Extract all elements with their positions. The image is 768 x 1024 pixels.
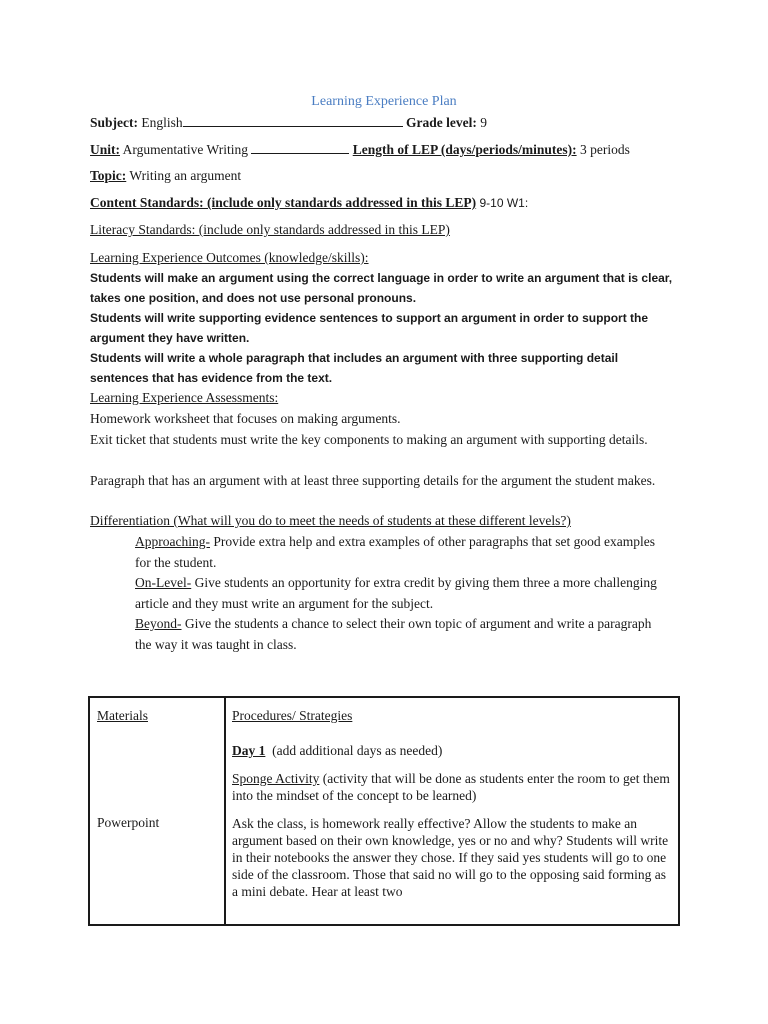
- subject-label: Subject:: [90, 115, 138, 130]
- unit-value: Argumentative Writing: [122, 142, 248, 157]
- content-standards-value: 9-10 W1:: [479, 196, 529, 210]
- procedure-text: Ask the class, is homework really effective? Allow the students to make an argument based on their own knowledge, yes or no and why? Students will write in their notebooks the answer they chose. If they said yes students will go to one side of the classroom. Those that said no will go to the opposing said forming as a mini debate. Hear at least two: [232, 816, 669, 899]
- topic-row: [90, 168, 241, 184]
- assessments-label: Learning Experience Assessments:: [90, 390, 279, 405]
- assessment-2: Exit ticket that students must write the key components to making an argument with supporting details.: [90, 432, 648, 447]
- day-label: Day 1: [232, 743, 266, 758]
- sponge-text: (activity that will be done as students enter the room to get them into the mindset of the concept to be learned): [232, 771, 670, 803]
- lep-length-value: 3 periods: [579, 142, 630, 157]
- grade-value: 9: [480, 115, 487, 130]
- day-note: (add additional days as needed): [272, 743, 443, 758]
- outcome-1: Students will make an argument using the correct language in order to write an argument that is clear, takes one position, and does not use personal pronouns.: [90, 271, 673, 305]
- sponge-label: Sponge Activity: [232, 771, 320, 786]
- lep-length-label: Length of LEP (days/periods/minutes):: [352, 142, 577, 157]
- outcomes-label: Learning Experience Outcomes (knowledge/skills):: [90, 250, 369, 265]
- beyond-item: [135, 614, 670, 655]
- literacy-standards-label: Literacy Standards: (include only standards addressed in this LEP): [90, 222, 450, 237]
- topic-value: Writing an argument: [129, 168, 242, 183]
- outcome-3: Students will write a whole paragraph that includes an argument with three supporting detail sentences that has evidence from the text.: [90, 351, 619, 385]
- assessment-3: Paragraph that has an argument with at least three supporting details for the argument the student makes.: [90, 473, 656, 488]
- onlevel-text: Give students an opportunity for extra credit by giving them three a more challenging article and they must write an argument for the subject.: [135, 575, 657, 611]
- material-item: Powerpoint: [97, 815, 160, 830]
- unit-blank-line: [251, 141, 349, 154]
- content-standards-label: Content Standards: (include only standards addressed in this LEP): [90, 195, 477, 210]
- subject-grade-row: [90, 114, 487, 131]
- topic-label: Topic:: [90, 168, 127, 183]
- day-row: [232, 742, 442, 759]
- sponge-activity: [232, 770, 670, 804]
- outcome-2: Students will write supporting evidence sentences to support an argument in order to support the argument they have written.: [90, 311, 649, 345]
- beyond-label: Beyond-: [135, 616, 182, 631]
- content-standards-row: [90, 195, 528, 211]
- onlevel-label: On-Level-: [135, 575, 192, 590]
- subject-blank-line: [183, 114, 403, 127]
- subject-value: English: [141, 115, 183, 130]
- document-title: Learning Experience Plan: [311, 94, 457, 109]
- materials-column: [89, 697, 225, 925]
- procedures-header: Procedures/ Strategies: [232, 708, 353, 723]
- unit-length-row: [90, 141, 630, 158]
- approaching-label: Approaching-: [135, 534, 210, 549]
- beyond-text: Give the students a chance to select their own topic of argument and write a paragraph the way it was taught in class.: [135, 616, 652, 652]
- approaching-text: Provide extra help and extra examples of other paragraphs that set good examples for the student.: [135, 534, 655, 570]
- assessment-1: Homework worksheet that focuses on making arguments.: [90, 411, 401, 426]
- onlevel-item: [135, 573, 670, 614]
- materials-header: Materials: [97, 708, 148, 723]
- differentiation-label: Differentiation (What will you do to meet the needs of students at these different levels?): [90, 513, 571, 528]
- unit-label: Unit:: [90, 142, 120, 157]
- procedures-column: [225, 697, 679, 925]
- materials-procedures-table: [88, 696, 680, 926]
- approaching-item: [135, 532, 670, 573]
- grade-label: Grade level:: [406, 115, 477, 130]
